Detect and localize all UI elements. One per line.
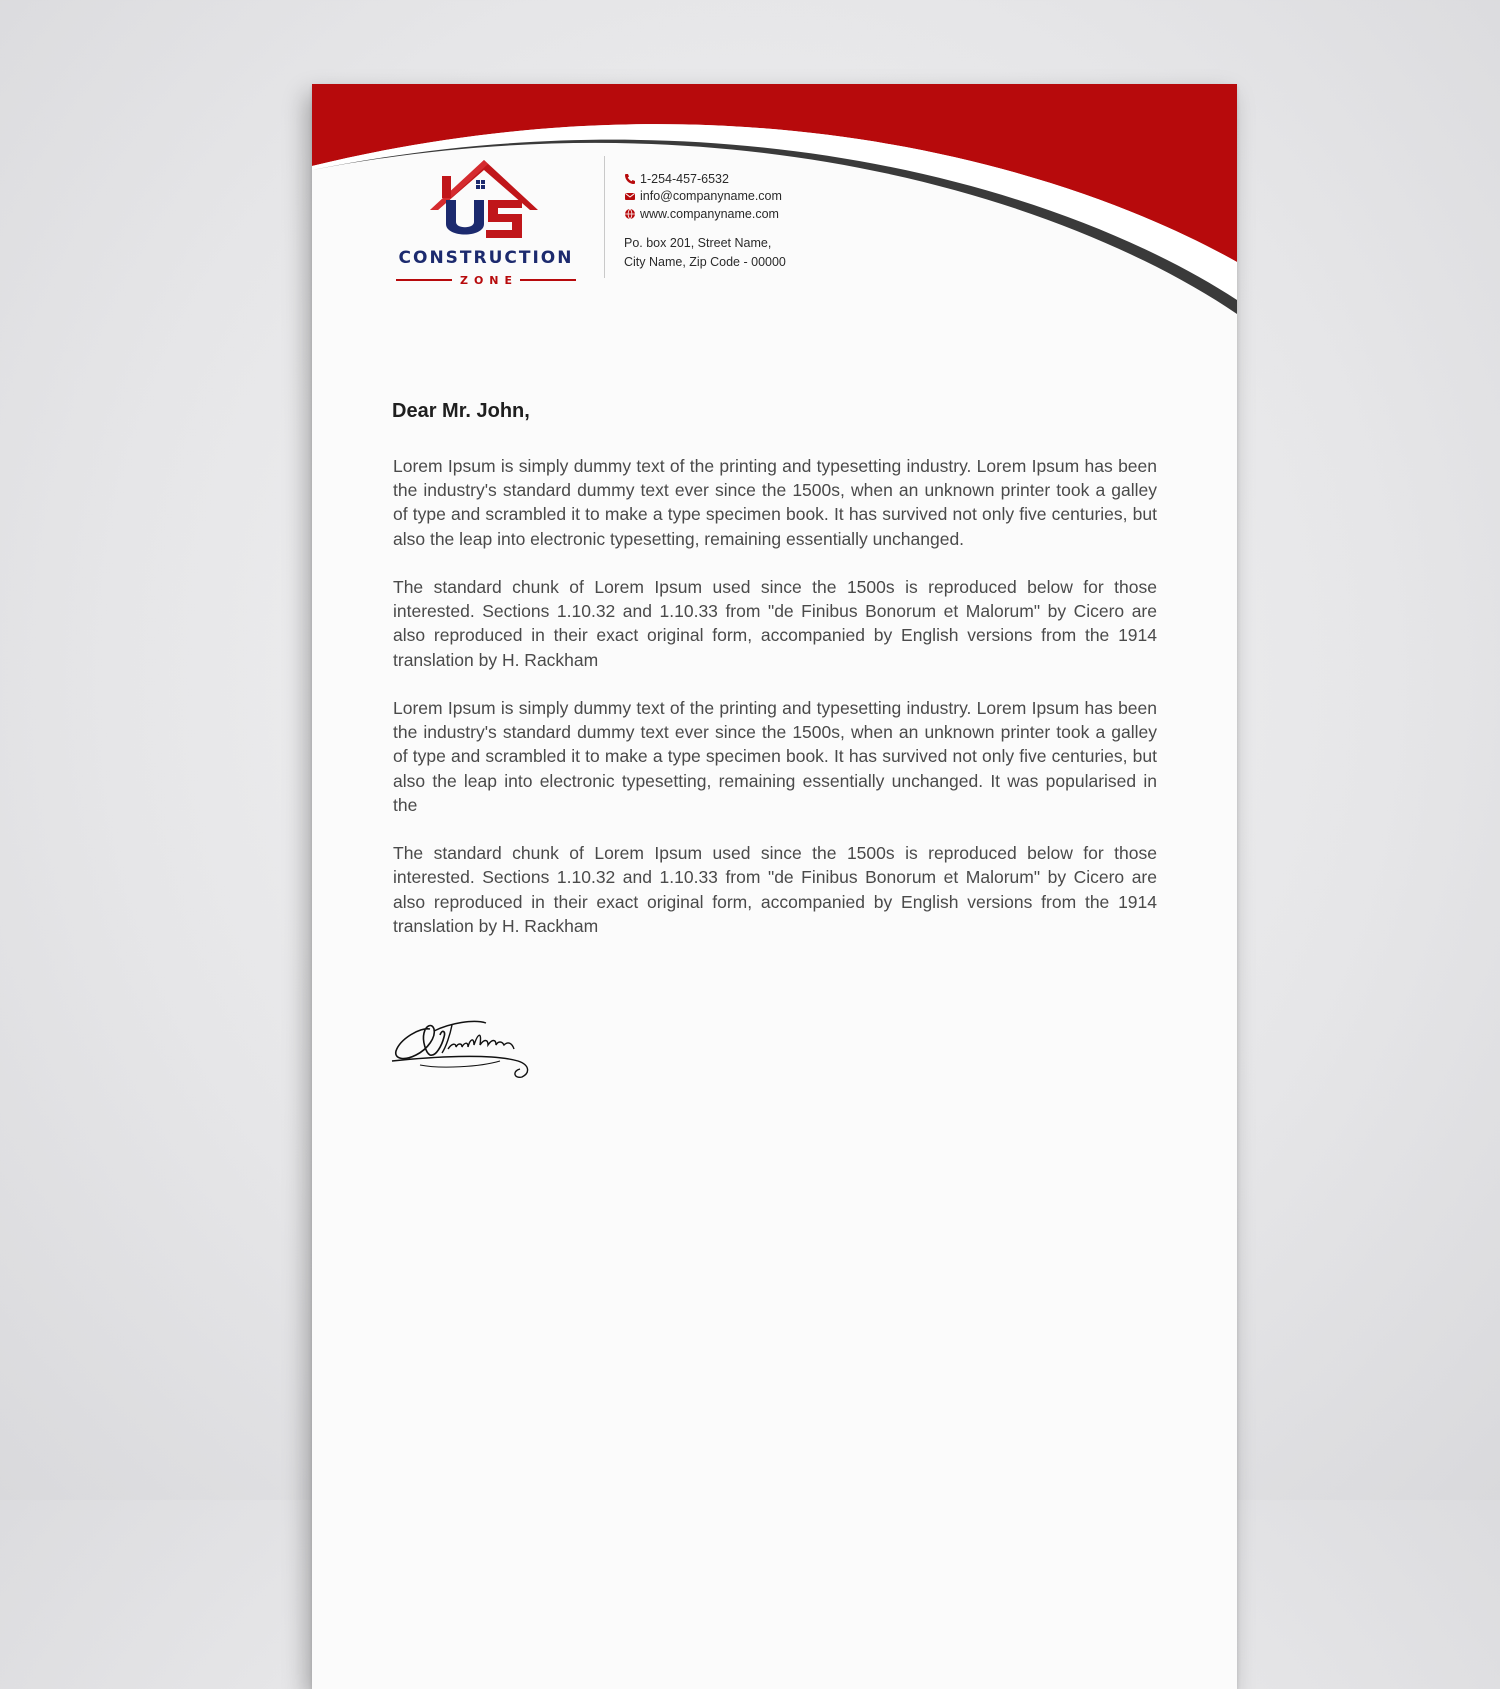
contact-email	[624, 188, 782, 206]
envelope-icon	[624, 190, 636, 202]
email-text: info@companyname.com	[640, 189, 782, 204]
body-paragraph: Lorem Ipsum is simply dummy text of the printing and typesetting industry. Lorem Ipsum has been the industry's standard dummy text ever since the 1500s, when an unknown printer took a galley of type and scrambled it to make a type specimen book. It has survived not only five centuries, but also the leap into electronic typesetting, remaining essentially unchanged.	[393, 456, 1157, 549]
company-logo	[386, 158, 586, 288]
header-divider	[604, 156, 605, 278]
divider-line	[520, 279, 576, 281]
phone-icon	[624, 173, 636, 185]
company-subname	[386, 272, 586, 288]
address-line-2: City Name, Zip Code - 00000	[624, 255, 786, 269]
letter-body	[393, 454, 1157, 962]
globe-icon	[624, 208, 636, 220]
body-paragraph: Lorem Ipsum is simply dummy text of the printing and typesetting industry. Lorem Ipsum has been the industry's standard dummy text ever since the 1500s, when an unknown printer took a galley of type and scrambled it to make a type specimen book. It has survived not only five centuries, but also the leap into electronic typesetting, remaining essentially unchanged. It was popularised in the	[393, 698, 1157, 815]
letterhead-paper	[312, 84, 1237, 1689]
house-logo-icon	[426, 158, 546, 244]
handwritten-signature	[390, 1009, 540, 1089]
divider-line	[396, 279, 452, 281]
body-paragraph: The standard chunk of Lorem Ipsum used since the 1500s is reproduced below for those interested. Sections 1.10.32 and 1.10.33 from "de Finibus Bonorum et Malorum" by Cicero are also reproduced in their exact original form, accompanied by English versions from the 1914 translation by H. Rackham	[393, 577, 1157, 670]
postal-address	[624, 234, 786, 272]
company-subname-text: ZONE	[459, 273, 519, 287]
website-text: www.companyname.com	[640, 206, 779, 221]
contact-website	[624, 205, 782, 223]
salutation: Dear Mr. John,	[392, 400, 530, 422]
contact-info	[624, 170, 782, 223]
contact-phone	[624, 170, 782, 188]
phone-text: 1-254-457-6532	[640, 171, 729, 186]
address-line-1: Po. box 201, Street Name,	[624, 236, 772, 250]
body-paragraph: The standard chunk of Lorem Ipsum used since the 1500s is reproduced below for those interested. Sections 1.10.32 and 1.10.33 from "de Finibus Bonorum et Malorum" by Cicero are also reproduced in their exact original form, accompanied by English versions from the 1914 translation by H. Rackham	[393, 843, 1157, 936]
company-name: CONSTRUCTION	[398, 248, 574, 268]
